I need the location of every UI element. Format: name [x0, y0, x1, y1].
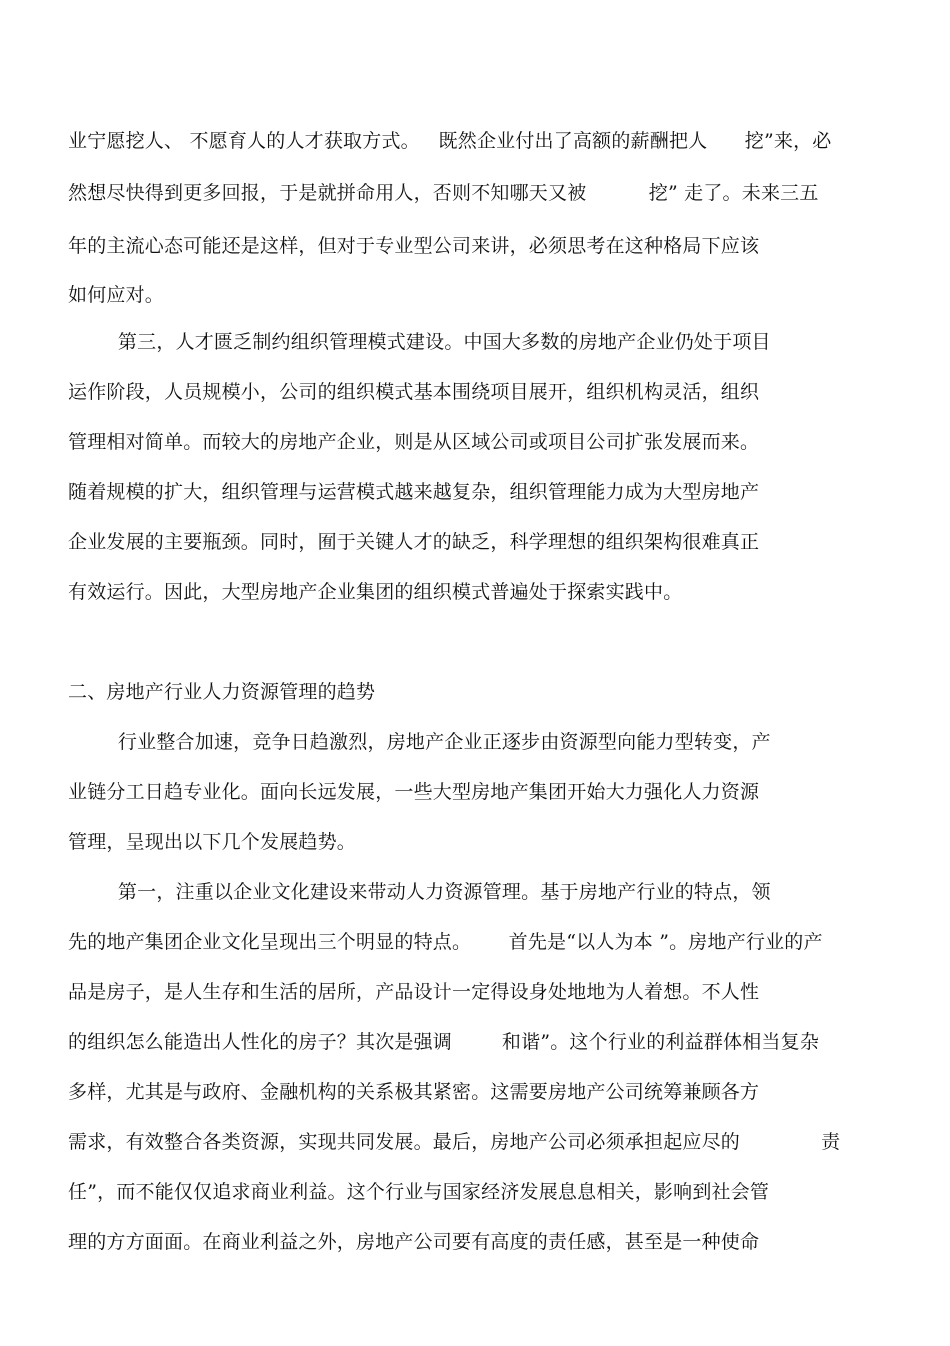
text-line: 的组织怎么能造出人性化的房子？其次是强调 和谐”。这个行业的利益群体相当复杂 — [68, 1031, 820, 1053]
text-line: 任”，而不能仅仅追求商业利益。这个行业与国家经济发展息息相关，影响到社会管 — [68, 1181, 770, 1203]
text-line: 然想尽快得到更多回报，于是就拼命用人，否则不知哪天又被 挖” 走了。未来三五 — [68, 182, 819, 204]
text-line: 运作阶段，人员规模小，公司的组织模式基本围绕项目展开，组织机构灵活，组织 — [68, 381, 760, 403]
section-heading: 二、房地产行业人力资源管理的趋势 — [68, 681, 376, 703]
text-line: 第三，人才匮乏制约组织管理模式建设。中国大多数的房地产企业仍处于项目 — [68, 331, 771, 353]
text-line: 年的主流心态可能还是这样，但对于专业型公司来讲，必须思考在这种格局下应该 — [68, 235, 760, 257]
text-line: 如何应对。 — [68, 284, 165, 306]
text-line: 品是房子，是人生存和生活的居所，产品设计一定得设身处地地为人着想。不人性 — [68, 981, 760, 1003]
text-line: 有效运行。因此，大型房地产企业集团的组织模式普遍处于探索实践中。 — [68, 581, 683, 603]
text-line: 先的地产集团企业文化呈现出三个明显的特点。 首先是“以人为本 ”。房地产行业的产 — [68, 931, 823, 953]
text-line: 管理，呈现出以下几个发展趋势。 — [68, 831, 357, 853]
text-line: 第一，注重以企业文化建设来带动人力资源管理。基于房地产行业的特点，领 — [68, 881, 771, 903]
text-line: 行业整合加速，竞争日趋激烈，房地产企业正逐步由资源型向能力型转变，产 — [68, 731, 771, 753]
text-line: 多样，尤其是与政府、金融机构的关系极其紧密。这需要房地产公司统筹兼顾各方 — [68, 1081, 760, 1103]
text-line: 需求，有效整合各类资源，实现共同发展。最后，房地产公司必须承担起应尽的 责 — [68, 1131, 841, 1153]
text-line: 业链分工日趋专业化。面向长远发展，一些大型房地产集团开始大力强化人力资源 — [68, 781, 760, 803]
text-line: 理的方方面面。在商业利益之外，房地产公司要有高度的责任感，甚至是一种使命 — [68, 1231, 760, 1253]
text-line: 企业发展的主要瓶颈。同时，囿于关键人才的缺乏，科学理想的组织架构很难真正 — [68, 531, 760, 553]
text-line: 业宁愿挖人、 不愿育人的人才获取方式。 既然企业付出了高额的薪酬把人 挖”来，必 — [68, 130, 832, 152]
text-line: 管理相对简单。而较大的房地产企业，则是从区域公司或项目公司扩张发展而来。 — [68, 431, 760, 453]
text-line: 随着规模的扩大，组织管理与运营模式越来越复杂，组织管理能力成为大型房地产 — [68, 481, 760, 503]
